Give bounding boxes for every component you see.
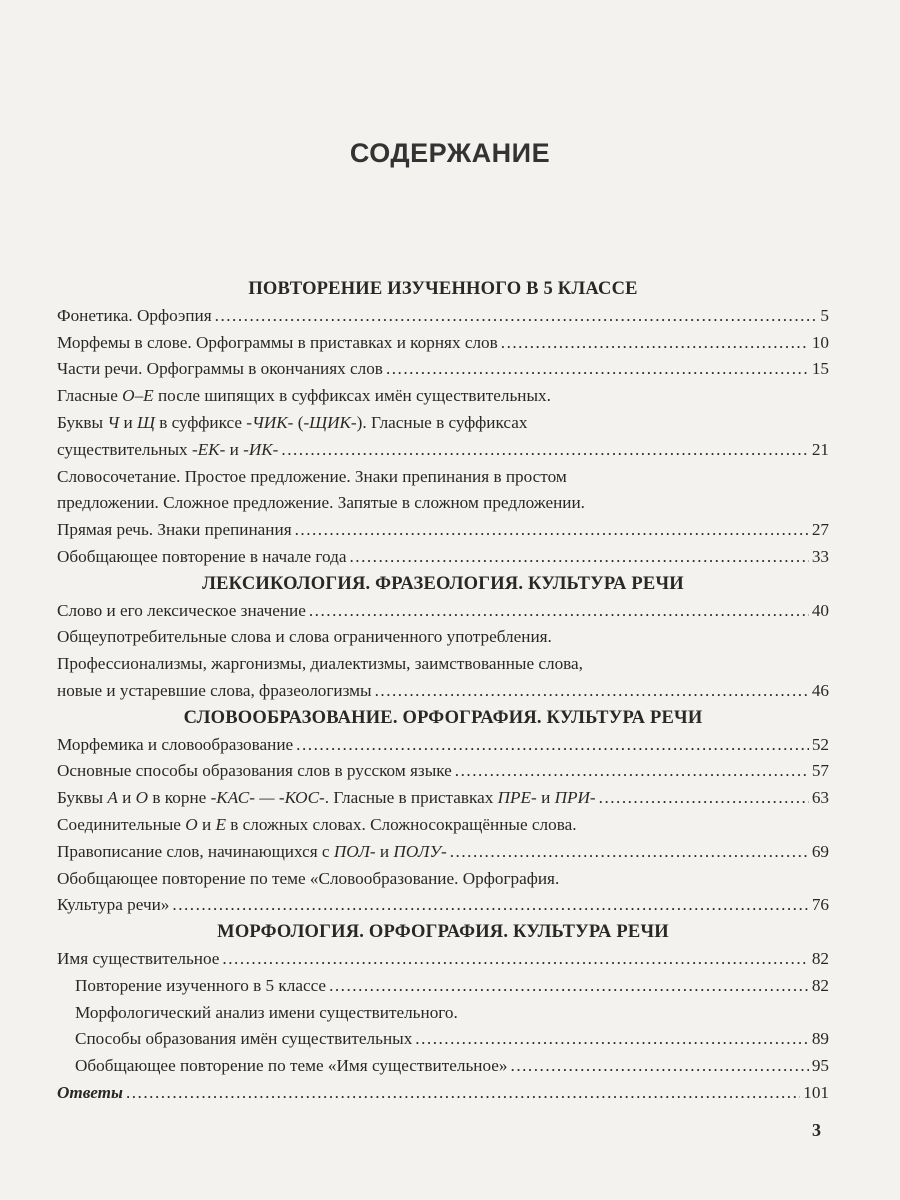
dot-leader	[450, 839, 809, 866]
entry-page-number: 52	[811, 734, 829, 754]
entry-text-segment: в корне	[148, 788, 211, 808]
entry-text	[75, 1053, 508, 1080]
toc-entry[interactable]	[57, 785, 829, 812]
entry-text	[57, 598, 306, 625]
toc-entry-line	[57, 812, 829, 839]
entry-page-number: 82	[811, 975, 829, 995]
entry-text-italic: -ЕК-	[191, 439, 226, 459]
toc-entry[interactable]	[57, 732, 829, 759]
entry-text	[57, 464, 567, 491]
toc-entry[interactable]	[57, 973, 829, 1000]
entry-page-number: 76	[811, 895, 829, 915]
entry-text-segment: Морфологический анализ имени существительного.	[75, 1002, 458, 1022]
entry-text-segment: Обобщающее повторение по теме «Словообразование. Орфография.	[57, 868, 560, 888]
entry-page-number: 21	[811, 439, 829, 459]
entry-text-segment: и	[536, 788, 555, 808]
dot-leader	[511, 1053, 809, 1080]
entry-text	[75, 1026, 412, 1053]
entry-text-segment: новые и устаревшие слова, фразеологизмы	[57, 680, 372, 700]
entry-text-italic: -ЩИК-	[303, 412, 357, 432]
entry-text-segment: после шипящих в суффиксах имён существительных.	[153, 386, 551, 406]
entry-text	[57, 758, 452, 785]
toc-entry-line	[57, 490, 829, 517]
entry-page-number: 46	[811, 680, 829, 700]
dot-leader	[296, 732, 809, 759]
toc-entry-line	[57, 1000, 829, 1027]
toc-entry-line	[57, 651, 829, 678]
toc-entry[interactable]	[57, 892, 829, 919]
entry-text-segment: Профессионализмы, жаргонизмы, диалектизмы, заимствованные слова,	[57, 654, 583, 674]
section-heading: СЛОВООБРАЗОВАНИЕ. ОРФОГРАФИЯ. КУЛЬТУРА РЕЧИ	[183, 707, 703, 728]
toc-entry-line	[57, 383, 829, 410]
toc-entry[interactable]	[57, 356, 829, 383]
entry-text-italic: -КАС- — -КОС-	[210, 788, 325, 808]
entry-text	[57, 1080, 123, 1107]
entry-page-number: 33	[811, 546, 829, 566]
entry-text	[57, 490, 585, 517]
entry-text-italic: ПРИ-	[554, 788, 596, 808]
entry-text-segment: Имя существительное	[57, 948, 220, 968]
dot-leader	[415, 1026, 809, 1053]
toc-entry[interactable]	[57, 1026, 829, 1053]
entry-text-segment: Фонетика. Орфоэпия	[57, 305, 212, 325]
entry-page-number: 5	[820, 305, 829, 325]
toc-entry[interactable]	[57, 303, 829, 330]
entry-text	[57, 624, 552, 651]
entry-text-segment: Части речи. Орфограммы в окончаниях слов	[57, 359, 383, 379]
entry-text-italic: Е	[215, 814, 226, 834]
toc-entry[interactable]	[57, 1080, 829, 1107]
entry-text-segment: Морфемы в слове. Орфограммы в приставках и корнях слов	[57, 332, 498, 352]
entry-page-number: 63	[811, 788, 829, 808]
entry-text	[57, 544, 346, 571]
entry-text-segment: Гласные	[57, 386, 123, 406]
entry-page-number: 40	[811, 600, 829, 620]
entry-page-number: 89	[811, 1029, 829, 1049]
dot-leader	[599, 785, 809, 812]
entry-text	[57, 383, 551, 410]
toc-entry[interactable]	[57, 544, 829, 571]
entry-text-segment: Правописание слов, начинающихся с	[57, 841, 334, 861]
entry-page-number: 27	[811, 520, 829, 540]
toc-entry[interactable]	[57, 598, 829, 625]
entry-text-segment: и	[225, 439, 244, 459]
entry-text-italic: О	[185, 814, 198, 834]
entry-text-segment: Обобщающее повторение в начале года	[57, 546, 347, 566]
toc-entry[interactable]	[57, 330, 829, 357]
entry-text	[57, 517, 292, 544]
dot-leader	[126, 1080, 800, 1107]
entry-text-segment: Культура речи»	[57, 895, 170, 915]
section-heading: ПОВТОРЕНИЕ ИЗУЧЕННОГО В 5 КЛАССЕ	[248, 279, 638, 299]
entry-text-segment: существительных	[57, 439, 192, 459]
entry-text	[57, 410, 527, 437]
entry-text-segment: предложении. Сложное предложение. Запятые в сложном предложении.	[57, 493, 585, 513]
entry-page-number: 82	[811, 948, 829, 968]
entry-text	[57, 356, 383, 383]
entry-page-number: 15	[811, 359, 829, 379]
entry-text-segment: в суффиксе	[154, 412, 247, 432]
entry-text	[57, 839, 447, 866]
toc-entry[interactable]	[57, 946, 829, 973]
toc-entry[interactable]	[57, 437, 829, 464]
entry-text-segment: и	[375, 841, 394, 861]
entry-text	[57, 330, 498, 357]
entry-text-italic: -ИК-	[243, 439, 279, 459]
table-of-contents	[57, 276, 829, 1107]
toc-entry[interactable]	[57, 517, 829, 544]
page-title: СОДЕРЖАНИЕ	[349, 138, 551, 168]
entry-text-segment: Буквы	[57, 788, 108, 808]
dot-leader	[215, 303, 818, 330]
dot-leader	[329, 973, 809, 1000]
entry-text-segment: и	[117, 788, 136, 808]
entry-text	[57, 437, 278, 464]
dot-leader	[172, 892, 808, 919]
entry-text-italic: О–Е	[122, 386, 154, 406]
entry-text	[57, 812, 577, 839]
toc-entry[interactable]	[57, 839, 829, 866]
dot-leader	[455, 758, 809, 785]
page-number: 3	[812, 1120, 821, 1140]
entry-text-segment: Способы образования имён существительных	[75, 1029, 413, 1049]
entry-text-segment: Повторение изученного в 5 классе	[75, 975, 327, 995]
dot-leader	[349, 544, 808, 571]
section-heading: МОРФОЛОГИЯ. ОРФОГРАФИЯ. КУЛЬТУРА РЕЧИ	[217, 922, 669, 943]
entry-text-segment: Слово и его лексическое значение	[57, 600, 306, 620]
entry-text-italic: ПОЛ-	[333, 841, 376, 861]
toc-entry[interactable]	[57, 1053, 829, 1080]
entry-text-segment: в сложных словах. Сложносокращённые слова.	[225, 814, 577, 834]
dot-leader	[375, 678, 809, 705]
entry-page-number: 95	[811, 1056, 829, 1076]
entry-page-number: 69	[811, 841, 829, 861]
entry-text-italic: ПОЛУ-	[393, 841, 447, 861]
entry-text	[57, 732, 293, 759]
entry-text-segment: Морфемика и словообразование	[57, 734, 294, 754]
entry-text-segment: (	[293, 412, 304, 432]
entry-text	[57, 866, 559, 893]
entry-text-segment: Ответы	[57, 1082, 123, 1102]
entry-text-segment: Словосочетание. Простое предложение. Знаки препинания в простом	[57, 466, 567, 486]
entry-text-italic: Ч	[107, 412, 120, 432]
toc-entry-line	[57, 624, 829, 651]
dot-leader	[501, 330, 809, 357]
entry-text-segment: Буквы	[57, 412, 108, 432]
dot-leader	[222, 946, 808, 973]
toc-entry[interactable]	[57, 758, 829, 785]
entry-text-segment: и	[197, 814, 216, 834]
dot-leader	[295, 517, 809, 544]
entry-text-italic: ПРЕ-	[497, 788, 537, 808]
entry-text-segment: Прямая речь. Знаки препинания	[57, 520, 292, 540]
toc-entry-line	[57, 866, 829, 893]
entry-text	[57, 303, 212, 330]
entry-text	[57, 678, 372, 705]
toc-entry-line	[57, 410, 829, 437]
toc-entry-line	[57, 464, 829, 491]
entry-text-italic: А	[107, 788, 118, 808]
entry-text-segment: и	[119, 412, 137, 432]
entry-page-number: 101	[803, 1082, 829, 1102]
entry-text	[57, 785, 596, 812]
entry-text-italic: Щ	[137, 412, 155, 432]
entry-text-segment: Общеупотребительные слова и слова ограниченного употребления.	[57, 627, 552, 647]
toc-entry[interactable]	[57, 678, 829, 705]
entry-text-segment: Обобщающее повторение по теме «Имя существительное»	[75, 1056, 508, 1076]
entry-page-number: 10	[811, 332, 829, 352]
entry-text-segment: ). Гласные в суффиксах	[356, 412, 528, 432]
entry-text	[57, 651, 583, 678]
dot-leader	[309, 598, 809, 625]
dot-leader	[281, 437, 808, 464]
entry-page-number: 57	[811, 761, 829, 781]
entry-text-segment: . Гласные в приставках	[324, 788, 498, 808]
entry-text	[75, 1000, 458, 1027]
entry-text-segment: Основные способы образования слов в русском языке	[57, 761, 452, 781]
dot-leader	[386, 356, 809, 383]
entry-text-italic: О	[135, 788, 149, 808]
section-heading: ЛЕКСИКОЛОГИЯ. ФРАЗЕОЛОГИЯ. КУЛЬТУРА РЕЧИ	[202, 573, 684, 594]
entry-text	[57, 946, 219, 973]
entry-text	[75, 973, 326, 1000]
entry-text-italic: -ЧИК-	[246, 412, 294, 432]
entry-text-segment: Соединительные	[57, 814, 186, 834]
entry-text	[57, 892, 169, 919]
